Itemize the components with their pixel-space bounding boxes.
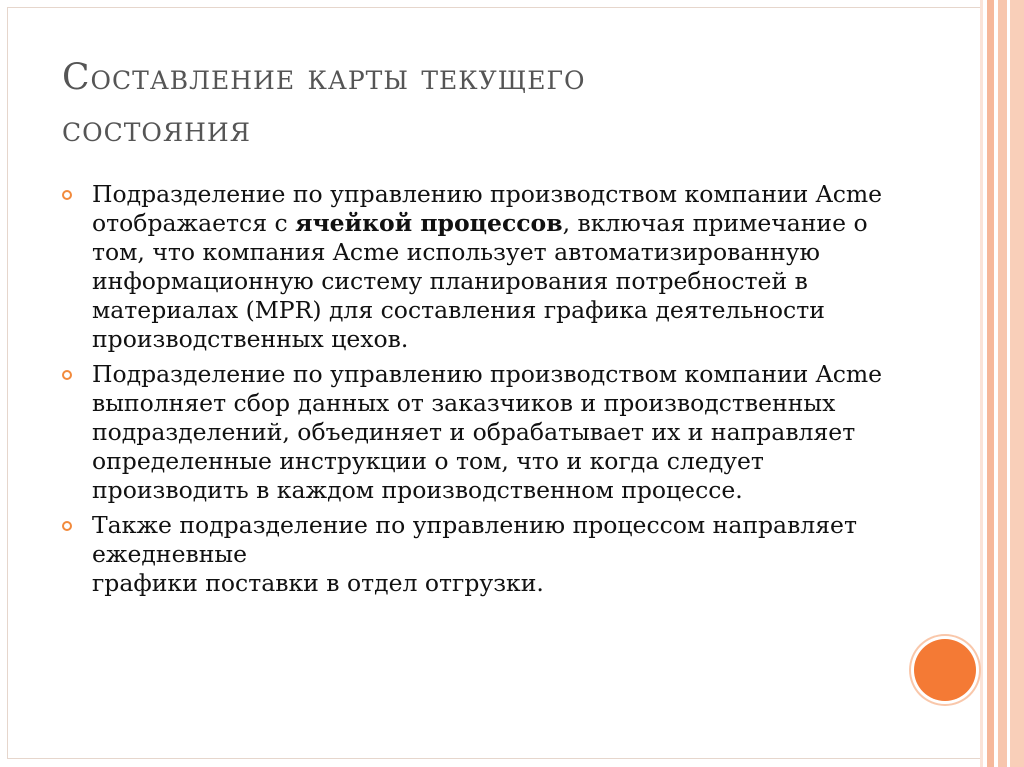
bullet-ring-icon <box>62 190 72 200</box>
bullet-text-2: Подразделение по управлению производством компании Acme выполняет сбор данных от заказчиков и производственных подразделений, объединяет и обрабатывает их и направляет определенные инструкции о том, что и когда следует производить в каждом производственном процессе. <box>92 360 883 504</box>
bullet-3-line-2: графики поставки в отдел отгрузки. <box>92 569 544 597</box>
bullet-3-line-1: Также подразделение по управлению процессом направляет ежедневные <box>92 511 857 568</box>
bullet-1-bold-term: ячейкой процессов <box>295 209 563 237</box>
bullet-ring-icon <box>62 370 72 380</box>
bullet-item-3 <box>62 511 922 598</box>
bullet-item-2 <box>62 360 922 505</box>
title-line-1: Составление карты текущего <box>62 57 586 98</box>
bullet-1-text-after: , включая примечание о том, что компания Acme использует автоматизированную информационную систему планирования потребностей в материалах (MPR) для составления графика деятельности производственных цехов. <box>92 209 868 353</box>
bullet-list <box>62 180 922 604</box>
bullet-item-1 <box>62 180 922 354</box>
bullet-text-3 <box>92 511 857 597</box>
decorative-orange-circle <box>914 639 976 701</box>
bullet-1-text-before: Подразделение по управлению производством компании Acme отображается с <box>92 180 883 237</box>
bullet-ring-icon <box>62 521 72 531</box>
slide-title <box>62 52 782 156</box>
title-line-2: состояния <box>62 109 251 150</box>
decorative-stripes <box>980 0 1024 767</box>
bullet-text-1 <box>92 180 882 353</box>
